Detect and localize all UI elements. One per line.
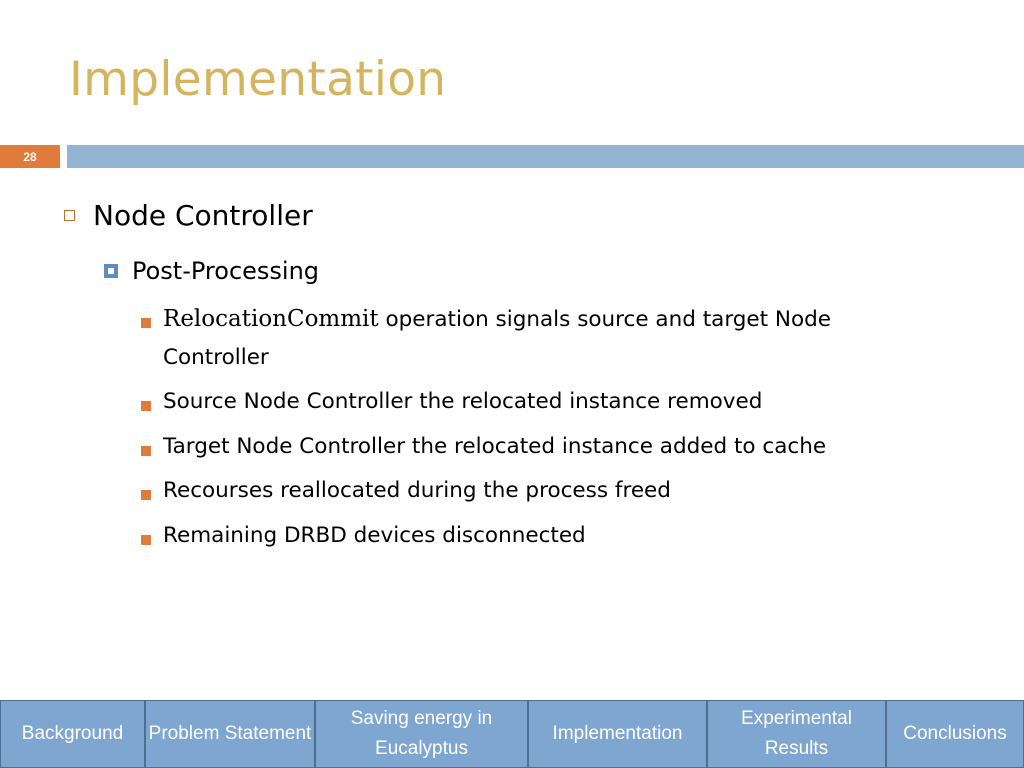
- nav-experimental-results-button[interactable]: Experimental Results: [708, 701, 885, 767]
- square-bullet-icon: [141, 490, 151, 500]
- bullet-level1-text: Node Controller: [93, 199, 313, 232]
- nav-background-button[interactable]: Background: [1, 701, 144, 767]
- nav-problem-statement-button[interactable]: Problem Statement: [146, 701, 314, 767]
- bullet-level3-text: [163, 300, 831, 377]
- slide-title: Implementation: [69, 52, 447, 107]
- bullet-level3-text: Source Node Controller the relocated instance removed: [163, 389, 763, 414]
- code-term: RelocationCommit: [163, 306, 379, 332]
- slide-number: 28: [0, 145, 60, 168]
- bullet-level3: [141, 306, 832, 377]
- bullet-level2-text: Post-Processing: [132, 257, 320, 285]
- bullet-level1: [64, 199, 313, 232]
- square-bullet-icon: [141, 318, 151, 328]
- nav-saving-energy-button[interactable]: Saving energy in Eucalyptus: [316, 701, 527, 767]
- bullet-text-continued: Controller: [163, 345, 269, 370]
- nav-conclusions-button[interactable]: Conclusions: [887, 701, 1023, 767]
- square-bullet-icon: [141, 535, 151, 545]
- framed-square-bullet-icon: [104, 264, 118, 278]
- section-nav-bar: [0, 700, 1024, 768]
- bullet-level3-text: Remaining DRBD devices disconnected: [163, 523, 586, 548]
- nav-implementation-button[interactable]: Implementation: [529, 701, 706, 767]
- bullet-level2: [104, 257, 319, 285]
- bullet-level3: [141, 478, 671, 510]
- bullet-level3: [141, 523, 586, 555]
- bullet-level3-text: Recourses reallocated during the process freed: [163, 478, 671, 503]
- title-bar: [67, 145, 1024, 168]
- bullet-level3: [141, 434, 827, 466]
- bullet-level3: [141, 389, 763, 421]
- square-bullet-icon: [141, 446, 151, 456]
- hollow-square-bullet-icon: [64, 210, 75, 221]
- square-bullet-icon: [141, 401, 151, 411]
- bullet-text: operation signals source and target Node: [385, 307, 832, 332]
- bullet-level3-text: Target Node Controller the relocated instance added to cache: [163, 434, 827, 459]
